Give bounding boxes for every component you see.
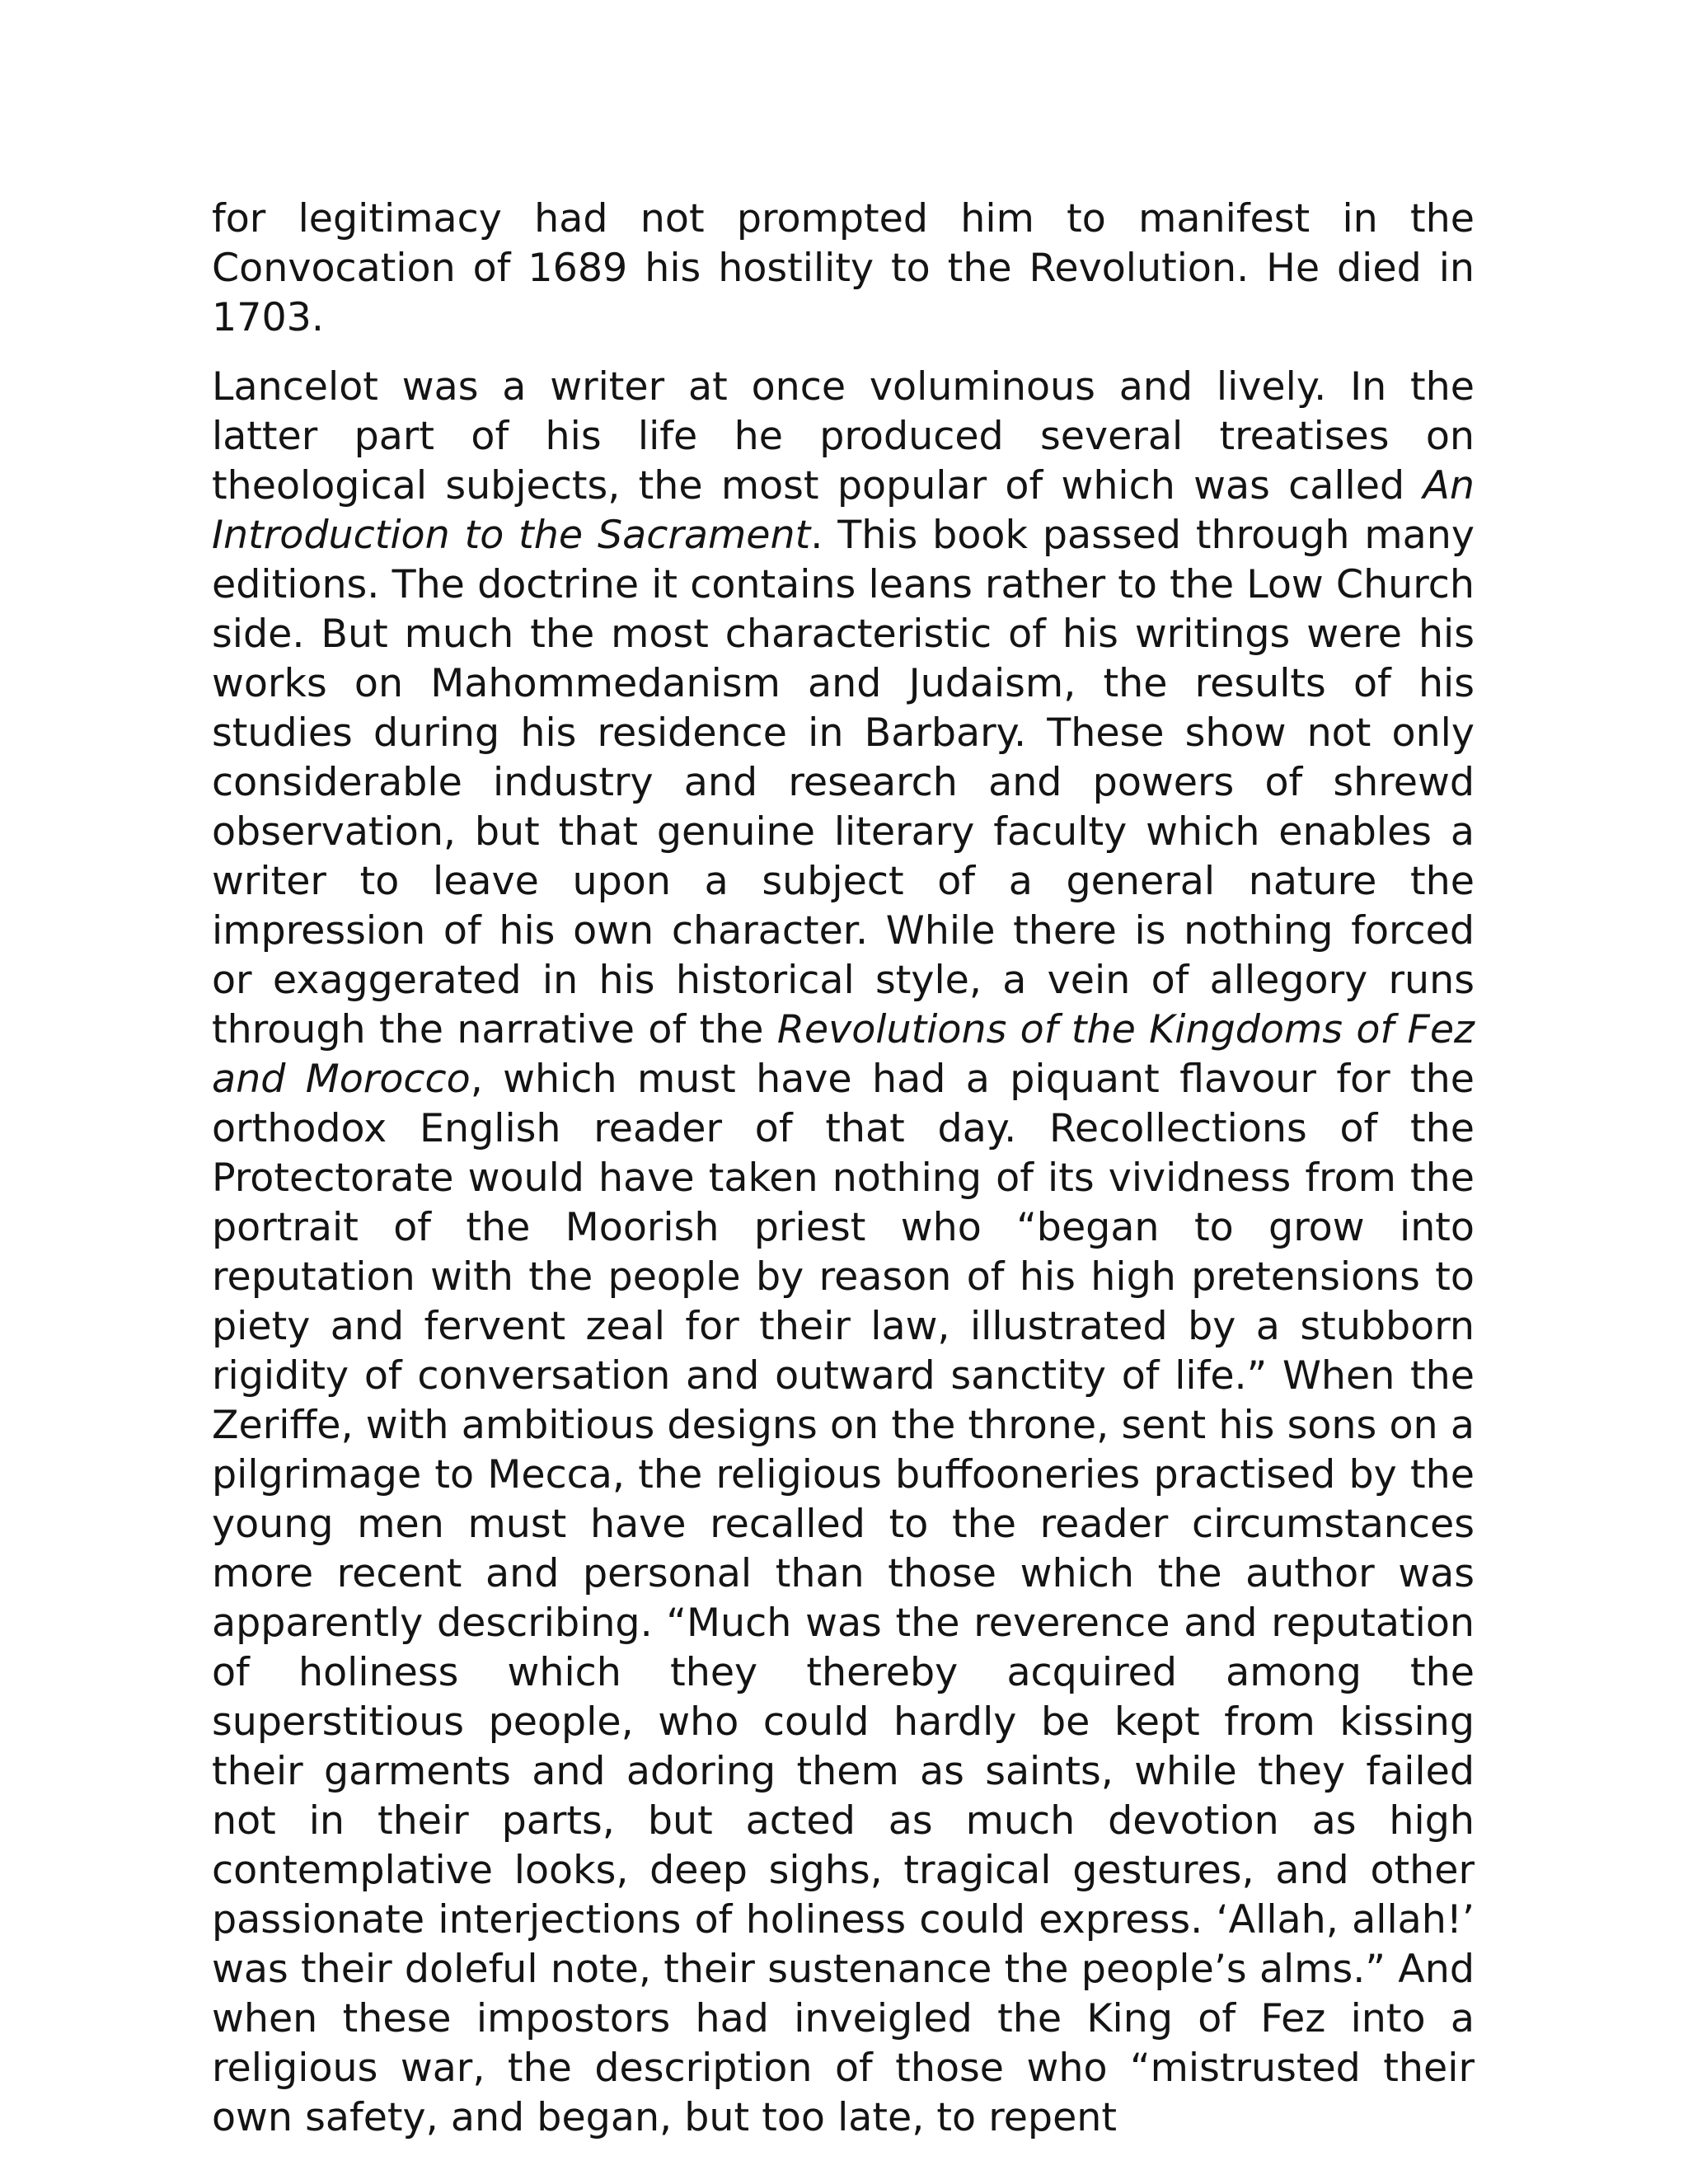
paragraph-2 (212, 363, 1475, 2143)
paragraph-1-text: for legitimacy had not prompted him to manifest in the Convocation of 1689 his hostility to the Revolution. He died in 1703. (212, 196, 1475, 340)
paragraph-2-text-1: Lancelot was a writer at once voluminous and lively. In the latter part of his life he produced several treatises on theological subjects, the most popular of which was called (212, 364, 1475, 509)
paragraph-1 (212, 194, 1475, 343)
paragraph-2-text-2: . This book passed through many editions. The doctrine it contains leans rather to the Low Church side. But much the most characteristic of his writings were his works on Mahommedanism and Judaism, the results of his studies during his residence in Barbary. These show not only considerable industry and research and powers of shrewd observation, but that genuine literary faculty which enables a writer to leave upon a subject of a general nature the impression of his own character. While there is nothing forced or exaggerated in his historical style, a vein of allegory runs through the narrative of the (212, 513, 1475, 1052)
book-title-revolutions-of-fez-and-morocco: Revolutions of the Kingdoms of Fez and Morocco (212, 1007, 1475, 1102)
page-body (212, 194, 1475, 2143)
paragraph-2-text-3: , which must have had a piquant flavour for the orthodox English reader of that day. Recollections of the Protectorate would have taken nothing of its vividness from the portrait of the Moorish priest who “began to grow into reputation with the people by reason of his high pretensions to piety and fervent zeal for their law, illustrated by a stubborn rigidity of conversation and outward sanctity of life.” When the Zeriffe, with ambitious designs on the throne, sent his sons on a pilgrimage to Mecca, the religious buffooneries practised by the young men must have recalled to the reader circumstances more recent and personal than those which the author was apparently describing. “Much was the reverence and reputation of holiness which they thereby acquired among the superstitious people, who could hardly be kept from kissing their garments and adoring them as saints, while they failed not in their parts, but acted as much devotion as high contemplative looks, deep sighs, tragical gestures, and other passionate interjections of holiness could express. ‘Allah, allah!’ was their doleful note, their sustenance the people’s alms.” And when these impostors had inveigled the King of Fez into a religious war, the description of those who “mistrusted their own safety, and began, but too late, to repent (212, 1057, 1475, 2140)
book-title-introduction-to-the-sacrament: An Introduction to the Sacrament (212, 463, 1475, 558)
